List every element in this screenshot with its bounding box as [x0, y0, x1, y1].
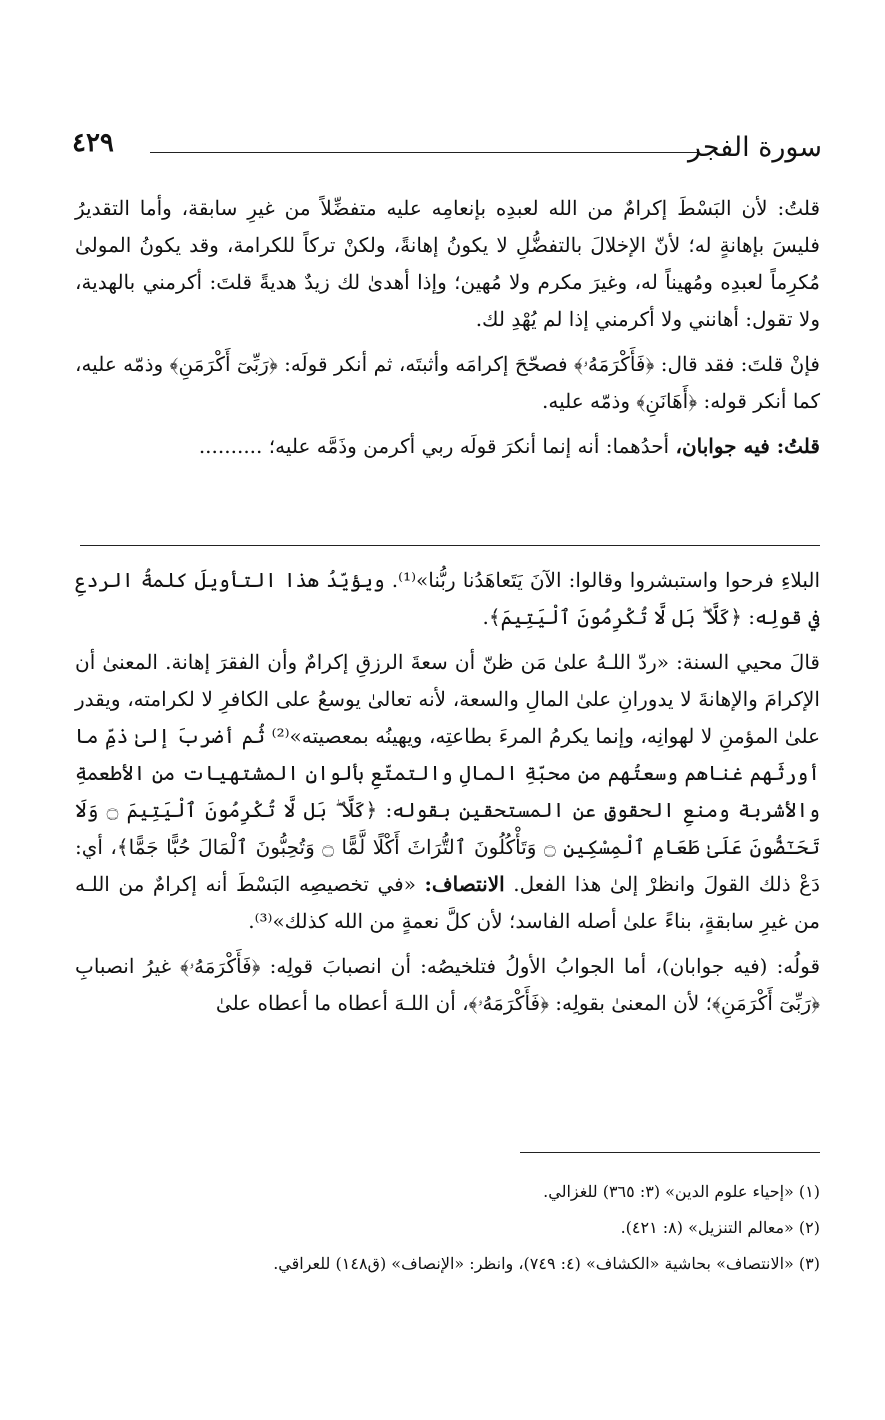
commentary-paragraph-3-lead: قولُه: (فيه جوابان)، — [655, 954, 821, 978]
footnote-2: (٢) «معالم التنزيل» (٨: ٤٢١). — [620, 1218, 820, 1237]
footnote-3: (٣) «الانتصاف» بحاشية «الكشاف» (٤: ٧٤٩)، وانظر: «الإنصاف» (ق١٤٨) للعراقي. — [273, 1254, 820, 1273]
commentary-paragraph-3 — [75, 948, 820, 1022]
header-rule — [150, 152, 697, 153]
footnote-rule — [520, 1152, 820, 1153]
commentary-paragraph-2-body: قالَ محيي السنة: «ردّ اللـهُ علىٰ مَن ظنّ أن سعةَ الرزقِ إكرامٌ وأن الفقرَ إهانة. المعنىٰ أن الإكرامَ والإهانةَ لا يدورانِ علىٰ المالِ والسعة، لأنه تعالىٰ يوسعُ على الكافرِ لا لكرامته، ويقدر علىٰ المؤمنِ لا لهوانِه، وإنما يكرمُ المرءَ بطاعتِه، ويهينُه بمعصيته»⁽²⁾ ثُم أضربَ إلىٰ ذمِّ ما أورثَهم غناهم وسعتُهم من محبّةِ المالِ والتمتّعِ بألوانِ المشتهيات من الأطعمةِ والأشربة ومنعِ الحقوقِ عن المستحقين بقوله: ﴿كَلَّا ۖ بَل لَّا تُكْرِمُونَ ٱلْيَتِيمَ ۝ وَلَا تَحَـٰٓضُّونَ عَلَىٰ طَعَامِ ٱلْمِسْكِينِ ۝ وَتَأْكُلُونَ ٱلتُّرَاثَ أَكْلًا لَّمًّا ۝ وَتُحِبُّونَ ٱلْمَالَ حُبًّا جَمًّا﴾، أي: دَعْ ذلك القولَ وانظرْ إلىٰ هذا الفعل. — [75, 650, 821, 896]
main-paragraph-1-text: لأن البَسْطَ إكرامٌ من الله لعبدِه بإنعامِه عليه متفضِّلاً من غيرِ سابقة، وأما التقديرُ فليسَ بإهانةٍ له؛ لأنّ الإخلالَ بالتفضُّلِ لا يكونُ إهانةً، ولكنْ تركاً للكرامة، وقد يكونُ المولىٰ مُكرِماً لعبدِه ومُهيناً له، وغيرَ مكرم ولا مُهين؛ وإذا أهدىٰ لك زيدٌ هديةً قلتَ: أكرمني بالهدية، ولا تقول: أهانني ولا أكرمني إذا لم يُهْدِ لك. — [75, 196, 820, 331]
footnote-1: (١) «إحياء علوم الدين» (٣: ٣٦٥) للغزالي. — [543, 1182, 820, 1201]
surah-name: سورة الفجر — [687, 132, 822, 163]
footnotes — [80, 1174, 820, 1282]
commentary-paragraph-1: البلاءِ فرحوا واستبشروا وقالوا: الآنَ يَتَعاهَدُنا ربُّنا»⁽¹⁾. ويؤيّدُ هذا التأويلَ كلمةُ الردعِ في قولِه: ﴿كَلَّا ۖ بَل لَّا تُكْرِمُونَ ٱلْيَتِيمَ﴾. — [75, 568, 821, 629]
commentary-text — [75, 562, 820, 1030]
page-header — [72, 128, 822, 172]
main-paragraph-1-lead: قلتُ: — [777, 196, 821, 220]
main-paragraph-1 — [75, 190, 820, 338]
main-text — [75, 190, 820, 473]
section-separator — [80, 545, 820, 546]
main-paragraph-2-text: فإنْ قلتَ: فقد قال: ﴿فَأَكْرَمَهُۥ﴾ فصحّحَ إكرامَه وأثبتَه، ثم أنكر قولَه: ﴿رَبِّىٓ أَكْرَمَنِ﴾ وذمّه عليه، كما أنكر قوله: ﴿أَهَانَنِ﴾ وذمّه عليه. — [75, 352, 820, 413]
main-paragraph-3 — [75, 428, 820, 465]
commentary-paragraph-2-lead: الانتصاف: — [424, 872, 505, 896]
commentary-paragraph-2-tail: «في تخصيصِه البَسْطَ أنه إكرامٌ من اللـه من غيرِ سابقةٍ، بناءً علىٰ أصله الفاسد؛ لأن كلَّ نعمةٍ من الله كذلك»⁽³⁾. — [75, 872, 820, 933]
main-paragraph-3-lead: قلتُ: فيه جوابان، — [675, 434, 820, 458]
commentary-paragraph-3-text: أما الجوابُ الأولُ فتلخيصُه: أن انصبابَ قولِه: ﴿فَأَكْرَمَهُۥ﴾ غيرُ انصبابِ ﴿رَبِّىٓ أَكْرَمَنِ﴾؛ لأن المعنىٰ بقولِه: ﴿فَأَكْرَمَهُۥ﴾، أن اللـهَ أعطاه ما أعطاه علىٰ — [75, 954, 820, 1015]
main-paragraph-2 — [75, 346, 820, 420]
main-paragraph-3-text: أحدُهما: أنه إنما أنكرَ قولَه ربي أكرمن وذَمَّه عليه؛ .......... — [198, 434, 670, 458]
page-number: ٤٢٩ — [72, 128, 114, 158]
commentary-paragraph-2 — [75, 644, 820, 940]
